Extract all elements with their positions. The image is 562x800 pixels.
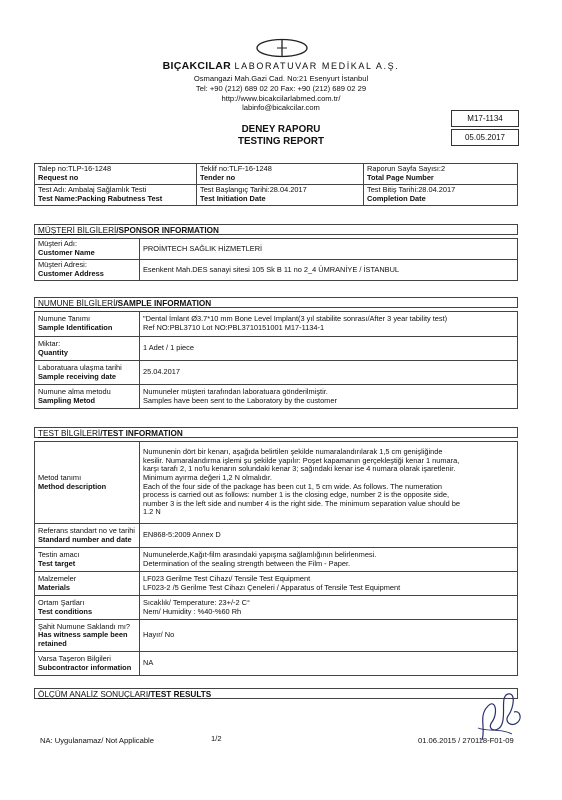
description-line: Each of the four side of the package has been cut 1, 5 cm wide. As follows. The numeration [143,481,442,491]
method-description-label [35,442,140,524]
report-code: M17-1134 [451,110,519,127]
subcontractor-label [35,652,140,676]
witness-tr: Şahit Numune Saklandı mı? [38,621,131,631]
receiving-date-label [35,361,140,385]
test-section-tr: TEST BİLGİLERİ [38,429,101,438]
standard-value: EN868-5:2009 Annex D [140,524,518,548]
quantity-value: 1 Adet / 1 piece [140,337,518,361]
test-conditions-en: Test conditions [38,606,93,616]
company-name [0,60,562,72]
tender-label: Teklif no:TLF-16-1248 [200,164,272,174]
company-name-bold: BIÇAKCILAR [162,60,231,72]
materials-line: LF023-2 /5 Gerilme Test Cihazı Çeneleri / Apparatus of Tensile Test Equipment [143,582,401,592]
materials-en: Materials [38,582,71,592]
witness-en: Has witness sample been retained [38,630,128,648]
standard-tr: Referans standart no ve tarihi [38,525,135,535]
tender-cell [197,164,364,185]
sampling-method-tr: Numune alma metodu [38,386,111,396]
na-note: NA: Uygulanamaz/ Not Applicable [40,736,154,745]
end-cell [364,185,518,206]
test-target-tr: Testin amacı [38,549,80,559]
sampling-method-en: Sampling Metod [38,395,96,405]
pages-cell [364,164,518,185]
sample-section-header [34,297,518,308]
materials-label [35,572,140,596]
description-line: kesilir. Numaralandırma işlemi şu şekilde yapılır: Poşet kapamanın gerçekleştiği kenar 1 numara, [143,455,460,465]
standard-label [35,524,140,548]
description-line: process is carried out as follows: number 1 is the closing edge, number 2 is the opposite side, [143,490,450,500]
company-address [0,74,562,113]
address-line: Osmangazi Mah.Gazi Cad. No:21 Esenyurt İstanbul [193,74,369,83]
end-label-en: Completion Date [367,194,426,203]
humidity-line: Nem/ Humidity : %40-%60 Rh [143,606,242,616]
customer-name-value: PROİMTECH SAĞLIK HİZMETLERİ [140,239,518,260]
start-label-en: Test Initiation Date [200,194,266,203]
report-date: 05.05.2017 [451,129,519,146]
testname-cell [35,185,197,206]
standard-en: Standard number and date [38,534,132,544]
customer-address-en: Customer Address [38,269,104,278]
subcontractor-en: Subcontractor information [38,662,132,672]
description-line: Numunenin dört bir kenarı, aşağıda belirtilen şekilde numaralandırılarak 1,5 cm genişliğinde [143,447,443,457]
quantity-en: Quantity [38,347,68,357]
results-section-en: /TEST RESULTS [148,690,212,699]
sponsor-section-header [34,224,518,235]
customer-name-label [35,239,140,260]
document-code: 01.06.2015 / 270118-F01-09 [418,736,514,745]
request-label-en: Request no [38,173,79,182]
description-line: 1.2 N [143,507,161,517]
sampling-method-line-en: Samples have been sent to the Laboratory by the customer [143,395,337,405]
title-tr: DENEY RAPORU [241,124,321,135]
sample-table [34,311,518,409]
results-section-header [34,688,518,699]
test-target-label [35,548,140,572]
receiving-date-en: Sample receiving date [38,371,117,381]
quantity-tr: Miktar: [38,338,61,348]
sample-id-line: "Dental İmlant Ø3.7*10 mm Bone Level Implant(3 yıl stabilite sonrası/After 3 year tability test) [143,314,448,324]
customer-address-tr: Müşteri Adresi: [38,260,87,270]
witness-value: Hayır/ No [140,620,518,652]
sponsor-section-en: /SPONSOR INFORMATION [116,226,219,235]
company-logo [255,38,309,58]
test-target-line-tr: Numunelerde,Kağıt-film arasındaki yapışma sağlamlığının belirlenmesi. [143,549,377,559]
sampling-method-label [35,385,140,409]
materials-value [140,572,518,596]
description-line: Minimum ayırma değeri 1,2 N olmalıdır. [143,472,272,482]
description-line: number 3 is the left side and number 4 is the right side. The minimum separation value should be [143,498,461,508]
results-section-tr: ÖLÇÜM ANALİZ SONUÇLARI [38,690,149,699]
website-link[interactable]: http://www.bicakcilarlabmed.com.tr/ [221,93,341,103]
sponsor-section-tr: MÜŞTERİ BİLGİLERİ [38,226,117,235]
sample-ref-line: Ref NO:PBL3710 Lot NO:PBL3710151001 M17-1134-1 [143,323,325,332]
sample-id-tr: Numune Tanımı [38,314,91,324]
phone-line: Tel: +90 (212) 689 02 20 Fax: +90 (212) 689 02 29 [195,83,367,93]
temperature-line: Sıcaklık/ Temperature: 23+/-2 C° [143,597,250,607]
customer-name-en: Customer Name [38,248,95,257]
test-conditions-label [35,596,140,620]
meta-table [34,163,518,206]
receiving-date-value: 25.04.2017 [140,361,518,385]
test-target-en: Test target [38,558,76,568]
description-line: karşı tarafı 2, 1 no'lu kenarın solundaki kenar 3; sağındaki kenar ise 4 numara olarak işaretlenir. [143,464,456,474]
start-cell [197,185,364,206]
sampling-method-line-tr: Numuneler müşteri tarafından laboratuara gönderilmiştir. [143,386,328,396]
materials-tr: Malzemeler [38,573,77,583]
quantity-label [35,337,140,361]
witness-label [35,620,140,652]
materials-line: LF023 Gerilme Test Cihazı/ Tensile Test Equipment [143,573,311,583]
sample-section-en: /SAMPLE INFORMATION [115,299,212,308]
test-conditions-value [140,596,518,620]
sponsor-table [34,238,518,281]
sample-id-value [140,312,518,337]
pages-label-en: Total Page Number [367,173,434,182]
customer-address-value: Esenkent Mah.DES sanayi sitesi 105 Sk B 11 no 2_4 ÜMRANİYE / İSTANBUL [140,260,518,281]
test-target-value [140,548,518,572]
method-description-tr: Metod tanımı [38,472,82,482]
pages-label: Raporun Sayfa Sayısı:2 [367,164,446,174]
test-table [34,441,518,676]
request-label: Talep no:TLP-16-1248 [38,164,112,174]
sampling-method-value [140,385,518,409]
method-description-value [140,442,518,524]
testname-label-en: Test Name:Packing Rabutness Test [38,194,163,203]
title-en: TESTING REPORT [237,136,324,147]
sample-id-label [35,312,140,337]
customer-name-tr: Müşteri Adı: [38,239,78,249]
end-label: Test Bitiş Tarihi:28.04.2017 [367,185,456,195]
customer-address-label [35,260,140,281]
test-target-line-en: Determination of the sealing strength between the Film - Paper. [143,558,351,568]
receiving-date-tr: Laboratuara ulaşma tarihi [38,362,122,372]
test-section-header [34,427,518,438]
method-description-en: Method description [38,481,107,491]
company-name-rest: LABORATUVAR MEDİKAL A.Ş. [234,61,400,71]
start-label: Test Başlangıç Tarihi:28.04.2017 [200,185,307,195]
test-conditions-tr: Ortam Şartları [38,597,85,607]
tender-label-en: Tender no [200,173,236,182]
subcontractor-value: NA [140,652,518,676]
testname-label: Test Adı: Ambalaj Sağlamlık Testi [38,185,147,195]
sample-id-en: Sample Identification [38,323,113,332]
subcontractor-tr: Varsa Taşeron Bilgileri [38,653,111,663]
email-link[interactable]: labinfo@bicakcilar.com [242,103,320,113]
sample-section-tr: NUMUNE BİLGİLERİ [38,299,116,308]
test-section-en: /TEST INFORMATION [100,429,183,438]
page-number: 1/2 [211,734,222,743]
request-cell [35,164,197,185]
